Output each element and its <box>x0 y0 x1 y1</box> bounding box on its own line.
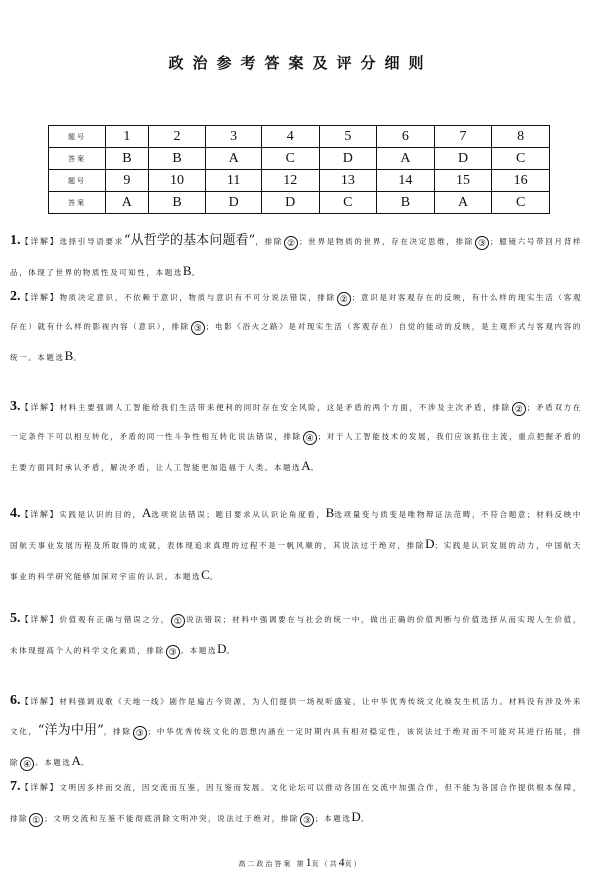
answer-table <box>48 125 550 214</box>
question-7-explanation: 7.【详解】文明因多样而交流，因交流而互鉴，因互鉴而发展。文化论坛可以推动各国在交流中加强合作，但不能为各国合作提供根本保障，排除 ① ；文明交流和互鉴不能彻底消除文明冲突，说法过于绝对，排除 ③ ；本题选D。 <box>10 779 582 825</box>
question-number: 6. <box>10 693 21 708</box>
row-label: 答案 <box>49 148 106 170</box>
answer-letter: A <box>71 753 81 768</box>
option-marker: ② <box>337 292 351 306</box>
question-number: 1. <box>10 233 21 248</box>
answer-cell: D <box>261 192 319 214</box>
question-number: 9 <box>106 170 149 192</box>
answer-cell: D <box>434 148 492 170</box>
option-marker: ③ <box>166 645 180 659</box>
question-number: 2. <box>10 289 21 304</box>
question-number: 13 <box>319 170 377 192</box>
answer-cell: A <box>434 192 492 214</box>
question-number: 6 <box>377 126 435 148</box>
option-marker: ① <box>29 813 43 827</box>
answer-letter: B <box>182 263 192 278</box>
option-marker: ③ <box>300 813 314 827</box>
question-number: 11 <box>206 170 262 192</box>
table-row <box>49 170 550 192</box>
detail-tag: 【详解】 <box>20 510 60 519</box>
question-number: 7. <box>10 779 21 794</box>
question-number: 4. <box>10 506 21 521</box>
answer-cell: C <box>261 148 319 170</box>
question-6-explanation: 6.【详解】材料强调戏歌《天地一线》剧作是遍古今资源，为人们提供一场视听盛宴，让中华优秀传统文化焕发生机活力。材料没有涉及外来文化，“洋为中用”，排除 ③ ；中华优秀传统文化的思想内涵在一定时期内具有相对稳定性，该说法过于绝对而不可能对其进行拓展，排除 ④ 。本题选A。 <box>10 693 582 769</box>
question-2-explanation: 2.【详解】物质决定意识，不依赖于意识，物质与意识有不可分说法错误，排除 ② ；意识是对客观存在的反映，有什么样的现实生活（客观存在）就有什么样的影视内容（意识），排除 ③ ；电影《浴火之路》是对现实生活（客观存在）自觉的能动的反映，是主观形式与客观内容的统一。本题选B。 <box>10 289 583 363</box>
option-marker: ③ <box>475 236 489 250</box>
answer-cell: C <box>492 148 550 170</box>
answer-cell: D <box>319 148 377 170</box>
option-marker: ④ <box>303 431 317 445</box>
detail-tag: 【详解】 <box>20 293 60 302</box>
page-footer: 高二政治答案 第1页（共4页） <box>238 855 363 869</box>
answer-cell: A <box>206 148 262 170</box>
question-number: 3 <box>206 126 262 148</box>
question-number: 5 <box>319 126 377 148</box>
option-marker: ③ <box>191 321 205 335</box>
row-label: 答案 <box>49 192 106 214</box>
question-number: 10 <box>148 170 206 192</box>
option-letter: A <box>141 505 152 520</box>
option-marker: ① <box>171 614 185 628</box>
question-number: 15 <box>434 170 492 192</box>
question-number: 3. <box>10 399 21 414</box>
question-number: 2 <box>148 126 206 148</box>
table-row <box>49 148 550 170</box>
answer-letter: D <box>351 809 361 824</box>
answer-cell: A <box>377 148 435 170</box>
answer-cell: B <box>148 192 206 214</box>
answer-cell: B <box>377 192 435 214</box>
answer-letter: B <box>64 348 74 363</box>
detail-tag: 【详解】 <box>20 697 60 706</box>
question-number: 8 <box>492 126 550 148</box>
table-row <box>49 126 550 148</box>
answer-cell: B <box>148 148 206 170</box>
answer-cell: C <box>319 192 377 214</box>
answer-cell: B <box>106 148 149 170</box>
option-letter: B <box>325 505 335 520</box>
option-marker: ② <box>512 402 526 416</box>
option-marker: ④ <box>20 757 34 771</box>
detail-tag: 【详解】 <box>20 783 60 792</box>
answer-cell: A <box>106 192 149 214</box>
question-number: 12 <box>261 170 319 192</box>
page-number: 1 <box>305 855 312 869</box>
question-number: 5. <box>10 611 21 626</box>
answer-letter: D <box>217 641 227 656</box>
option-marker: ② <box>284 236 298 250</box>
question-number: 16 <box>492 170 550 192</box>
question-number: 7 <box>434 126 492 148</box>
question-number: 4 <box>261 126 319 148</box>
question-5-explanation: 5.【详解】价值观有正确与错误之分， ① 说法错误；材料中强调要在与社会的统一中，做出正确的价值判断与价值选择从而实现人生价值，未体现提高个人的科学文化素质，排除 ③ 。本题选D。 <box>10 611 582 657</box>
answer-letter: C <box>201 567 210 582</box>
question-4-explanation: 4.【详解】实践是认识的目的，A选项说法错误；题目要求从认识论角度看，B选项量变与质变是唯物辩证法范畴，不符合题意；材料反映中国航天事业发展历程及所取得的成就，表体现追求真理的过程不是一帆风顺的，其说法过于绝对，排除D；实践是认识发展的动力，中国航天事业的科学研究能够加深对宇宙的认识。本题选C。 <box>10 505 583 582</box>
option-letter: D <box>425 536 435 551</box>
row-label: 题号 <box>49 170 106 192</box>
detail-tag: 【详解】 <box>20 403 60 412</box>
question-3-explanation: 3.【详解】材料主要强调人工智能给我们生活带来便利的同时存在安全风险，这是矛盾的两个方面，不涉及主次矛盾，排除 ② ；矛盾双方在一定条件下可以相互转化，矛盾的同一性斗争性相互转化说法错误，排除 ④ ；对于人工智能技术的发展，我们应该抓住主流，重点把握矛盾的主要方面同时承认矛盾，解决矛盾，让人工智能更加造福于人类。本题选A。 <box>10 399 583 473</box>
question-number: 14 <box>377 170 435 192</box>
question-number: 1 <box>106 126 149 148</box>
page-total: 4 <box>338 855 345 869</box>
option-marker: ③ <box>133 726 147 740</box>
question-1-explanation: 1.【详解】选择引导语要求“从哲学的基本问题看”，排除 ② ；世界是物质的世界，存在决定思维，排除 ③ ；臆镜六号带回月背样品，体现了世界的物质性及可知性，本题选B。 <box>10 233 583 278</box>
answer-letter: A <box>301 458 311 473</box>
answer-cell: C <box>492 192 550 214</box>
page-title: 政治参考答案及评分细则 <box>168 54 433 72</box>
detail-tag: 【详解】 <box>20 237 60 246</box>
table-row <box>49 192 550 214</box>
detail-tag: 【详解】 <box>20 615 60 624</box>
answer-cell: D <box>206 192 262 214</box>
row-label: 题号 <box>49 126 106 148</box>
